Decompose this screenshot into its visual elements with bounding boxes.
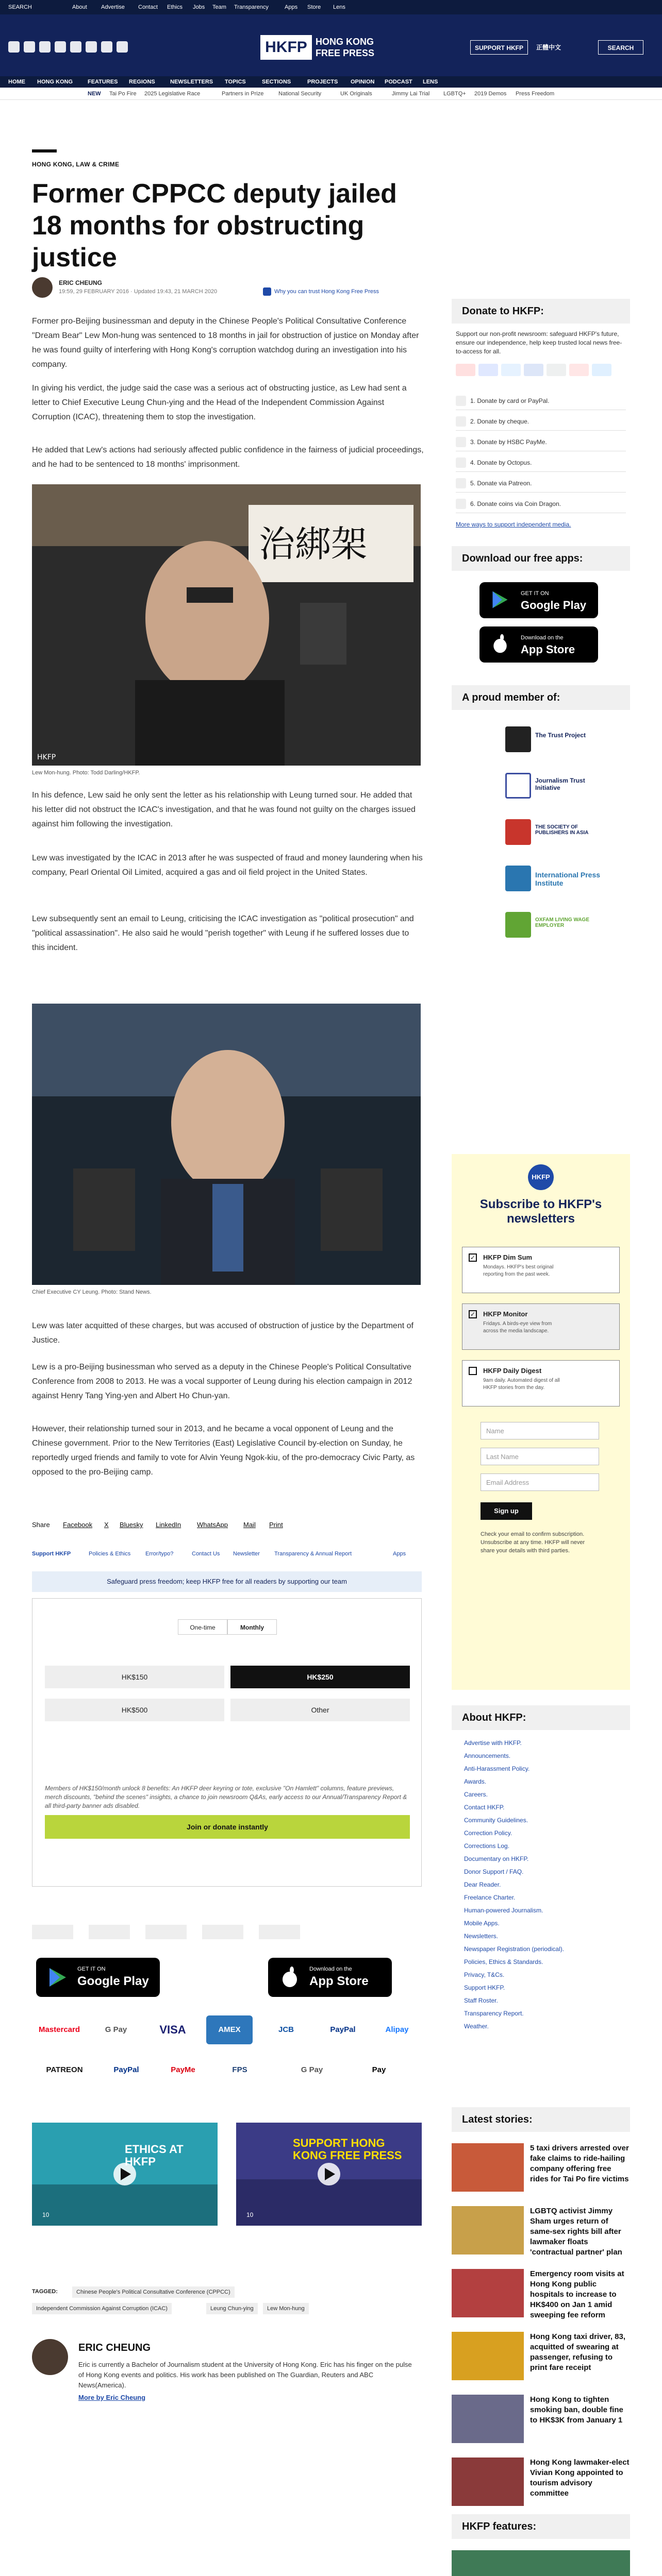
about-link[interactable]: Dear Reader. [464,1881,501,1888]
about-link[interactable]: Correction Policy. [464,1829,512,1837]
site-header [0,14,662,76]
latest-story[interactable] [452,2206,630,2268]
support-hkfp-link[interactable]: Support HKFP [32,1551,71,1557]
google-play-icon [490,589,510,610]
hkfp-logo[interactable]: HKFP [260,35,312,60]
story-headline[interactable]: Hong Kong lawmaker-elect Vivian Kong appointed to tourism advisory committee [530,2458,630,2498]
about-link[interactable]: Transparency Report. [464,2010,524,2017]
jti-logo[interactable] [505,773,531,799]
latest-story[interactable] [452,2143,630,2205]
app-store-button[interactable] [268,1958,392,1997]
trending-item[interactable]: LGBTQ+ [443,91,466,97]
google-play-icon [46,1966,69,1989]
about-link[interactable]: Human-powered Journalism. [464,1907,543,1914]
photo-watermark: HKFP [37,753,56,761]
trending-item[interactable]: Jimmy Lai Trial [392,91,430,97]
card-icon [456,396,466,406]
apple-icon [490,634,510,654]
about-link[interactable]: Policies, Ethics & Standards. [464,1958,543,1965]
author-bio: Eric is currently a Bachelor of Journalism student at the University of Hong Kong. Eric has his finger on the pulse of Hong Kong events and politics. His work has been published on The Guardian, Reuters and ABC News(America). [78,2361,412,2389]
main-nav [0,76,662,88]
sopa-logo[interactable] [505,819,531,845]
donate-way-label: 4. Donate by Octopus. [470,459,532,466]
payme-icon [456,437,466,447]
one-time-toggle[interactable]: One-time [178,1619,227,1635]
share-facebook[interactable]: Facebook [63,1521,93,1529]
nav-podcast[interactable]: PODCAST [385,79,412,85]
apple-pay-icon: Pay [356,2056,402,2084]
store-small: GET IT ON [77,1966,106,1972]
about-link[interactable]: Donor Support / FAQ. [464,1868,524,1875]
newsletter-name: HKFP Daily Digest [483,1367,542,1375]
error-typo-link[interactable]: Error/typo? [145,1551,174,1557]
amount-option[interactable]: HK$500 [45,1699,224,1721]
article-paragraph: However, their relationship turned sour in 2013, and he became a vocal opponent of Leung and the Chinese government. Prior to the New Territories (East) Legislative Council by-election on Sunday, he reportedly urged friends and family to vote for Alvin Yeung Ngok-kiu, of the pro-democracy Civic Party, as opposed to the pro-Beijing camp. [32,1425,415,1477]
story-headline[interactable]: 5 taxi drivers arrested over fake claims to ride-hailing company offering free rides for Tai Po fire victims [530,2144,629,2183]
x-icon[interactable] [24,41,35,53]
hkfp-logo-text[interactable]: HONG KONG FREE PRESS [316,37,375,58]
newsletter-option[interactable] [462,1360,620,1406]
mastercard-icon: Mastercard [36,2015,82,2044]
trending-item[interactable]: Press Freedom [516,91,555,97]
newsletter-note: Check your email to confirm subscription. Unsubscribe at any time. HKFP will never share your details with third parties. [481,1531,585,1554]
google-play-button[interactable] [36,1958,160,1997]
about-link[interactable]: Community Guidelines. [464,1817,528,1824]
about-link[interactable]: Careers. [464,1791,488,1798]
about-link[interactable]: Newspaper Registration (periodical). [464,1945,565,1953]
donate-text[interactable]: Support our non-profit newsroom: safeguard HKFP's future, ensure our independence, help keep trusted local news free-to-access for all. [456,330,622,355]
latest-story[interactable] [452,2395,630,2456]
gpay-icon: G Pay [289,2056,335,2084]
about-link[interactable]: Mobile Apps. [464,1920,500,1927]
newsletter-desc: Fridays. A birds-eye view from across the media landscape. [483,1321,552,1334]
store-small: Download on the [309,1966,352,1972]
checkbox-icon[interactable] [469,1367,477,1375]
sign-up-button[interactable]: Sign up [481,1502,532,1520]
oxfam-logo[interactable] [505,912,531,938]
partner-logos-strip [32,1922,422,1942]
topbar-link-apps[interactable]: Apps [285,4,298,10]
article-title: Former CPPCC deputy jailed 18 months for obstructing justice [32,179,397,273]
donation-widget [32,1598,422,1887]
author-avatar[interactable] [32,277,53,298]
trust-icon [263,287,271,296]
share-mail[interactable]: Mail [243,1521,256,1529]
latest-story[interactable] [452,2269,630,2331]
newsletter-link[interactable]: Newsletter [233,1551,260,1557]
search-link[interactable]: SEARCH [8,4,32,10]
octopus-icon [456,457,466,468]
article-paragraph: Lew subsequently sent an email to Leung, criticising the ICAC investigation as "political prosecution" and "political assassination". He also said he would "perish together" with Leung if he suffered losses due to this incident. [32,914,414,952]
category-kicker[interactable]: HONG KONG, LAW & CRIME [32,161,120,168]
about-link[interactable]: Awards. [464,1778,487,1785]
threads-icon[interactable] [55,41,66,53]
card-icon [524,364,543,376]
payme-icon: PayMe [160,2056,206,2084]
jti-logo [89,1925,130,1939]
nav-projects[interactable]: PROJECTS [307,79,338,85]
gpay-icon: G Pay [93,2015,139,2044]
video-title: ETHICS AT HKFP [125,2143,184,2168]
share-x[interactable]: X [104,1521,109,1529]
article-paragraph: Lew is a pro-Beijing businessman who served as a deputy in the Chinese People's Political Consultative Conference from 2008 to 2013. He was a vocal supporter of Leung during his election campaign in 2012 against Henry Tang Ying-yen and Albert Ho Chun-yan. [32,1363,412,1400]
nav-hong-kong[interactable]: HONG KONG [37,79,73,85]
topbar-link-transparency[interactable]: Transparency [234,4,269,10]
fps-icon: FPS [217,2056,263,2084]
paypal-icon: PayPal [103,2056,150,2084]
story-thumbnail[interactable] [452,2332,524,2380]
bluesky-icon[interactable] [117,41,128,53]
nav-regions[interactable]: REGIONS [129,79,155,85]
photo-lew-mon-hung [32,484,421,766]
latest-heading: Latest stories: [452,2107,630,2132]
topbar-link-jobs[interactable]: Jobs [193,4,205,10]
about-link[interactable]: Advertise with HKFP. [464,1739,522,1747]
article-paragraph: He added that Lew's actions had seriously affected public confidence in the fairness of judicial proceedings, and he had to be sentenced to 18 months' imprisonment. [32,446,424,469]
article-paragraph: In giving his verdict, the judge said the case was a serious act of obstructing justice, as Lew had sent a letter to Chief Executive Leung Chun-ying and the Head of the Independent Commission Against Corruption (ICAC), threatening them to stop the investigation. [32,384,407,421]
about-link[interactable]: Privacy, T&Cs. [464,1971,505,1978]
svg-text:治綁架: 治綁架 [259,523,367,565]
mail-icon[interactable] [101,41,112,53]
author-name[interactable]: ERIC CHEUNG [59,279,103,286]
support-hkfp-button[interactable]: SUPPORT HKFP [470,40,528,55]
video-support[interactable] [236,2123,422,2226]
tag-icac[interactable]: Independent Commission Against Corruption (ICAC) [32,2303,172,2314]
newsletter-name: HKFP Dim Sum [483,1253,533,1261]
donate-way-label: 5. Donate via Patreon. [470,480,532,487]
newsletter-desc: 9am daily. Automated digest of all HKFP stories from the day. [483,1378,560,1391]
story-thumbnail[interactable] [452,2458,524,2506]
trending-item[interactable]: Partners in Prize [222,91,264,97]
newsletter-logo: HKFP [528,1164,554,1190]
nav-newsletters[interactable]: NEWSLETTERS [170,79,213,85]
nav-lens[interactable]: LENS [423,79,438,85]
language-link[interactable]: 正體中文 [536,44,561,51]
publish-dates: 19:59, 29 FEBRUARY 2016 · Updated 19:43, 21 MARCH 2020 [59,289,218,295]
donate-way-label: 3. Donate by HSBC PayMe. [470,438,547,446]
instagram-icon[interactable] [39,41,51,53]
article-paragraph: Lew was investigated by the ICAC in 2013 after he was suspected of fraud and money laundering when his company, Pearl Oriental Oil Limited, acquired a gas and oil field project in the United States. [32,854,423,877]
latest-story[interactable] [452,2332,630,2394]
safeguard-banner[interactable]: Safeguard press freedom; keep HKFP free for all readers by supporting our team [32,1571,422,1592]
donate-way-label: 2. Donate by cheque. [470,418,529,425]
amount-option-selected[interactable]: HK$250 [230,1666,410,1688]
donate-way[interactable] [456,474,626,493]
video-number: 10 [246,2211,254,2218]
app-store-button[interactable] [479,626,598,663]
newsletter-heading: Subscribe to HKFP's newsletters [479,1197,602,1226]
about-link[interactable]: Newsletters. [464,1933,499,1940]
email-input[interactable]: Email Address [481,1473,599,1491]
tag-lew-mon-hung[interactable]: Lew Mon-hung [263,2303,309,2314]
coin-icon [456,499,466,509]
nav-home[interactable]: HOME [8,79,25,85]
title-accent [32,149,57,152]
donate-way[interactable] [456,392,626,410]
story-headline[interactable]: LGBTQ activist Jimmy Sham urges return of same-sex rights bill after lawmaker floats 'contractual partner' plan [530,2207,622,2257]
share-whatsapp[interactable]: WhatsApp [197,1521,228,1529]
about-link[interactable]: Documentary on HKFP. [464,1855,529,1862]
amount-option[interactable]: HK$150 [45,1666,224,1688]
tags-label: TAGGED: [32,2289,58,2295]
store-small: GET IT ON [521,590,549,597]
story-headline[interactable]: Hong Kong taxi driver, 83, acquitted of swearing at passenger, refusing to print fare receipt [530,2332,626,2372]
topbar-link-ethics[interactable]: Ethics [167,4,183,10]
topbar-link-about[interactable]: About [72,4,87,10]
story-thumbnail[interactable] [452,2395,524,2443]
apps-link[interactable]: Apps [393,1551,406,1557]
photo-caption: Chief Executive CY Leung. Photo: Stand News. [32,1289,152,1295]
trust-project-logo [32,1925,73,1939]
more-ways-link[interactable]: More ways to support independent media. [456,521,571,528]
trending-item[interactable]: Tai Po Fire [109,91,137,97]
card-icon [569,364,589,376]
contact-link[interactable]: Contact Us [192,1551,220,1557]
visa-icon: VISA [150,2015,196,2044]
trending-item[interactable]: UK Originals [340,91,372,97]
author-row [32,273,434,304]
donate-way[interactable] [456,453,626,472]
nav-topics[interactable]: TOPICS [225,79,246,85]
header-search-button[interactable]: SEARCH [598,40,643,55]
paypal-icon: PayPal [320,2015,366,2044]
latest-story[interactable] [452,2458,630,2519]
patreon-icon: PATREON [36,2056,93,2084]
member-name: International Press Institute [535,871,601,887]
author-bio-box [32,2339,424,2411]
amount-option-other[interactable]: Other [230,1699,410,1721]
story-headline[interactable]: Hong Kong to tighten smoking ban, double fine to HK$3K from January 1 [530,2395,623,2425]
checkbox-checked-icon[interactable]: ✓ [469,1310,477,1318]
monthly-toggle[interactable]: Monthly [227,1619,277,1635]
donate-way[interactable] [456,433,626,451]
card-icon [478,364,498,376]
oxfam-logo [259,1925,300,1939]
topbar-link-store[interactable]: Store [307,4,321,10]
alipay-icon: Alipay [376,2015,418,2044]
trending-label: NEW [88,91,101,97]
store-name: App Store [309,1974,369,1988]
trust-link[interactable]: Why you can trust Hong Kong Free Press [274,289,379,295]
google-play-button[interactable] [479,582,598,618]
store-name: App Store [521,643,575,656]
about-link[interactable]: Corrections Log. [464,1842,510,1850]
cheque-icon [456,416,466,427]
about-link[interactable]: Announcements. [464,1752,511,1759]
donate-way-label: 1. Donate by card or PayPal. [470,397,550,404]
store-name: Google Play [521,599,587,612]
member-name: The Trust Project [535,732,586,739]
newsletter-desc: Mondays. HKFP's best original reporting from the past week. [483,1264,554,1277]
amex-icon: AMEX [206,2015,253,2044]
patreon-icon [456,478,466,488]
last-name-input[interactable]: Last Name [481,1448,599,1465]
membership-benefits: Members of HK$150/month unlock 8 benefits: An HKFP deer keyring or tote, exclusive "On Hamlett" columns, feature previews, merch discounts, "behind the scenes" insights, a chance to join newsroom Q&As, early access to our Annual/Transparency Report & all third-party banner ads disabled. [45,1785,407,1809]
article-paragraph: In his defence, Lew said he only sent the letter as his relationship with Leung turned sour. He added that his letter did not obstruct the ICAC's investigation, and that he was found not guilty on the charges issued against him following the investigation. [32,791,416,828]
article-paragraph: Lew was later acquitted of these charges, but was accused of obstruction of justice by the Department of Justice. [32,1321,413,1345]
about-link[interactable]: Weather. [464,2023,489,2030]
card-icon [592,364,611,376]
share-label: Share [32,1521,50,1529]
share-linkedin[interactable]: LinkedIn [156,1521,181,1529]
about-link[interactable]: Staff Roster. [464,1997,498,2004]
nav-features[interactable]: FEATURES [88,79,118,85]
video-title: SUPPORT HONG KONG FREE PRESS [293,2137,402,2162]
transparency-link[interactable]: Transparency & Annual Report [274,1551,352,1557]
store-small: Download on the [521,635,564,641]
topbar-link-lens[interactable]: Lens [333,4,345,10]
donate-payment-icons [456,364,626,379]
story-thumbnail[interactable] [452,2269,524,2317]
story-thumbnail[interactable] [452,2206,524,2255]
photo-caption: Lew Mon-hung. Photo: Todd Darling/HKFP. [32,770,140,776]
topbar-link-contact[interactable]: Contact [138,4,158,10]
sopa-logo [145,1925,187,1939]
features-heading: HKFP features: [452,2514,630,2539]
ipi-logo [202,1925,243,1939]
about-link[interactable]: Contact HKFP. [464,1804,505,1811]
article-paragraph: Former pro-Beijing businessman and deputy in the Chinese People's Political Consultative Conference "Dream Bear" Lew Mon-hung was sentenced to 18 months in jail for obstruction of justice on Monday after he was found guilty of interfering with Hong Kong's corruption watchdog during an investigation into his company. [32,317,419,369]
author-name[interactable]: ERIC CHEUNG [78,2342,151,2353]
member-name: THE SOCIETY OF PUBLISHERS IN ASIA [535,824,589,836]
newsletter-option[interactable] [462,1303,620,1350]
nav-opinion[interactable]: OPINION [351,79,375,85]
about-link[interactable]: Freelance Charter. [464,1894,516,1901]
about-link[interactable]: Support HKFP. [464,1984,505,1991]
trending-bar [0,88,662,100]
utility-bar [0,0,662,14]
tag-leung-chun-ying[interactable]: Leung Chun-ying [206,2303,258,2314]
newsletter-name: HKFP Monitor [483,1310,528,1318]
donate-heading: Donate to HKFP: [452,299,630,324]
donate-way-label: 6. Donate coins via Coin Dragon. [470,500,561,507]
topbar-link-advertise[interactable]: Advertise [101,4,125,10]
apple-icon [278,1966,301,1989]
feature-story[interactable] [452,2550,630,2576]
join-donate-button[interactable]: Join or donate instantly [45,1815,410,1839]
topbar-link-team[interactable]: Team [212,4,226,10]
story-thumbnail[interactable] [452,2143,524,2192]
name-input[interactable]: Name [481,1422,599,1439]
about-link[interactable]: Anti-Harassment Policy. [464,1765,530,1772]
trending-item[interactable]: 2025 Legislative Race [144,91,201,97]
about-heading: About HKFP: [452,1705,630,1730]
jcb-icon: JCB [263,2015,309,2044]
feature-image[interactable] [452,2550,630,2576]
more-by-author-link[interactable]: More by Eric Cheung [78,2394,146,2401]
store-name: Google Play [77,1974,149,1988]
member-name: Journalism Trust Initiative [535,777,585,791]
trending-item[interactable]: 2019 Demos [474,91,507,97]
proud-member-heading: A proud member of: [452,685,630,710]
nav-sections[interactable]: SECTIONS [262,79,291,85]
newsletter-option[interactable] [462,1247,620,1293]
donate-way[interactable] [456,495,626,513]
facebook-icon[interactable] [8,41,20,53]
policies-link[interactable]: Policies & Ethics [89,1551,131,1557]
share-bluesky[interactable]: Bluesky [120,1521,143,1529]
telegram-icon[interactable] [86,41,97,53]
card-icon [501,364,521,376]
video-number: 10 [42,2211,49,2218]
card-icon [456,364,475,376]
trending-item[interactable]: National Security [278,91,322,97]
video-ethics[interactable] [32,2123,218,2226]
photo-cy-leung [32,1004,421,1285]
story-headline[interactable]: Emergency room visits at Hong Kong public hospitals to increase to HK$400 on Jan 1 amid sweeping fee reform [530,2269,624,2319]
card-icon [547,364,566,376]
author-avatar[interactable] [32,2339,68,2375]
member-name: OXFAM LIVING WAGE EMPLOYER [535,917,590,928]
trust-project-logo[interactable] [505,726,531,752]
youtube-icon[interactable] [70,41,81,53]
ipi-logo[interactable] [505,866,531,891]
tag-cppcc[interactable]: Chinese People's Political Consultative Conference (CPPCC) [72,2286,235,2298]
newsletter-signup [452,1154,630,1690]
checkbox-checked-icon[interactable]: ✓ [469,1253,477,1262]
donate-way[interactable] [456,412,626,431]
share-print[interactable]: Print [269,1521,283,1529]
apps-heading: Download our free apps: [452,546,630,571]
